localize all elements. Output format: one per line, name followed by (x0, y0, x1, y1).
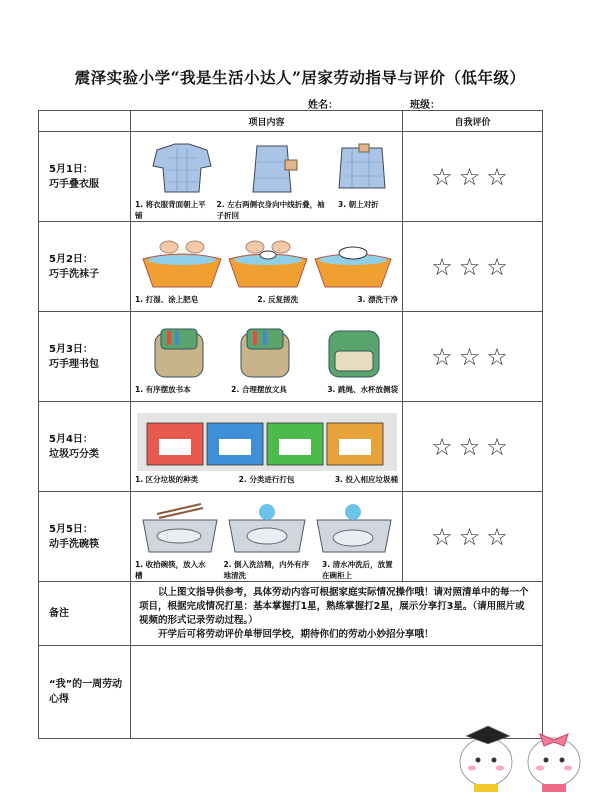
day-task: 动手洗碗筷 (49, 538, 99, 550)
step-caption: 1. 有序摆放书本 (135, 385, 191, 394)
day-task: 巧手理书包 (49, 358, 99, 370)
step-caption: 2. 合理摆放文具 (231, 385, 287, 394)
day-date: 5月1日： (49, 163, 93, 175)
day-task: 巧手叠衣服 (49, 178, 99, 190)
content-cell (131, 132, 403, 222)
notes-label: 备注 (39, 582, 131, 646)
header-blank (39, 111, 131, 132)
sock-basin-icon (131, 228, 402, 292)
step-caption: 1. 打湿、涂上肥皂 (135, 295, 199, 304)
day-date: 5月2日： (49, 253, 93, 265)
star-rating[interactable]: ☆☆☆ (403, 492, 543, 582)
name-field-label: 姓名： (308, 100, 338, 111)
step-caption: 3. 清水冲洗后，放置在碗柜上 (322, 559, 393, 580)
step-caption: 2. 左右两侧衣身向中线折叠，袖子折回 (216, 199, 325, 220)
content-cell (131, 492, 403, 582)
content-cell (131, 222, 403, 312)
table-row (39, 132, 543, 222)
day-cell (39, 222, 131, 312)
notes-row (39, 582, 543, 646)
day-task: 巧手洗袜子 (49, 268, 99, 280)
step-caption: 2. 分类进行打包 (238, 475, 295, 484)
shirt-icon (131, 133, 402, 197)
header-content: 项目内容 (131, 111, 403, 132)
evaluation-table (38, 110, 543, 739)
class-field-label: 班级： (410, 100, 440, 111)
table-row (39, 402, 543, 492)
star-rating[interactable]: ☆☆☆ (403, 132, 543, 222)
day-cell (39, 132, 131, 222)
content-cell (131, 402, 403, 492)
step-caption: 1. 将衣服背面朝上平铺 (135, 199, 206, 220)
header-self-eval: 自我评价 (403, 111, 543, 132)
day-date: 5月3日： (49, 343, 93, 355)
step-caption: 3. 朝上对折 (338, 199, 379, 209)
notes-paragraph: 以上图文指导供参考，具体劳动内容可根据家庭实际情况操作哦！请对照清单中的每一个项目，根据完成情况打星：基本掌握打1星，熟练掌握打2星，展示分享打3星。（请用照片或视频的形式记录劳动过程。） (139, 586, 529, 626)
day-date: 5月5日： (49, 523, 93, 535)
day-cell (39, 402, 131, 492)
day-cell (39, 312, 131, 402)
table-row (39, 312, 543, 402)
mascot-illustration (444, 712, 594, 798)
step-caption: 3. 跳绳、水杯放侧袋 (327, 385, 398, 394)
step-caption: 3. 投入相应垃圾桶 (334, 475, 398, 484)
trash-bin-icon (131, 408, 402, 472)
step-caption: 3. 漂洗干净 (357, 295, 398, 304)
star-rating[interactable]: ☆☆☆ (403, 222, 543, 312)
content-cell (131, 312, 403, 402)
dish-sink-icon (131, 493, 402, 557)
step-caption: 1. 收拾碗筷，放入水槽 (135, 559, 206, 580)
star-rating[interactable]: ☆☆☆ (403, 312, 543, 402)
day-cell (39, 492, 131, 582)
notes-text (131, 582, 543, 646)
star-rating[interactable]: ☆☆☆ (403, 402, 543, 492)
step-caption: 1. 区分垃圾的种类 (135, 475, 199, 484)
step-caption: 2. 反复搓洗 (257, 295, 299, 304)
feelings-label: “我”的一周劳动心得 (39, 646, 131, 739)
page-title: 震泽实验小学“我是生活小达人”居家劳动指导与评价（低年级） (74, 68, 526, 87)
backpack-icon (131, 318, 402, 382)
table-row (39, 222, 543, 312)
day-task: 垃圾巧分类 (49, 448, 99, 460)
day-date: 5月4日： (49, 433, 93, 445)
step-caption: 2. 倒入洗洁精，内外有序地清洗 (223, 559, 310, 580)
table-row (39, 492, 543, 582)
notes-paragraph: 开学后可将劳动评价单带回学校，期待你们的劳动小妙招分享哦！ (158, 628, 434, 640)
